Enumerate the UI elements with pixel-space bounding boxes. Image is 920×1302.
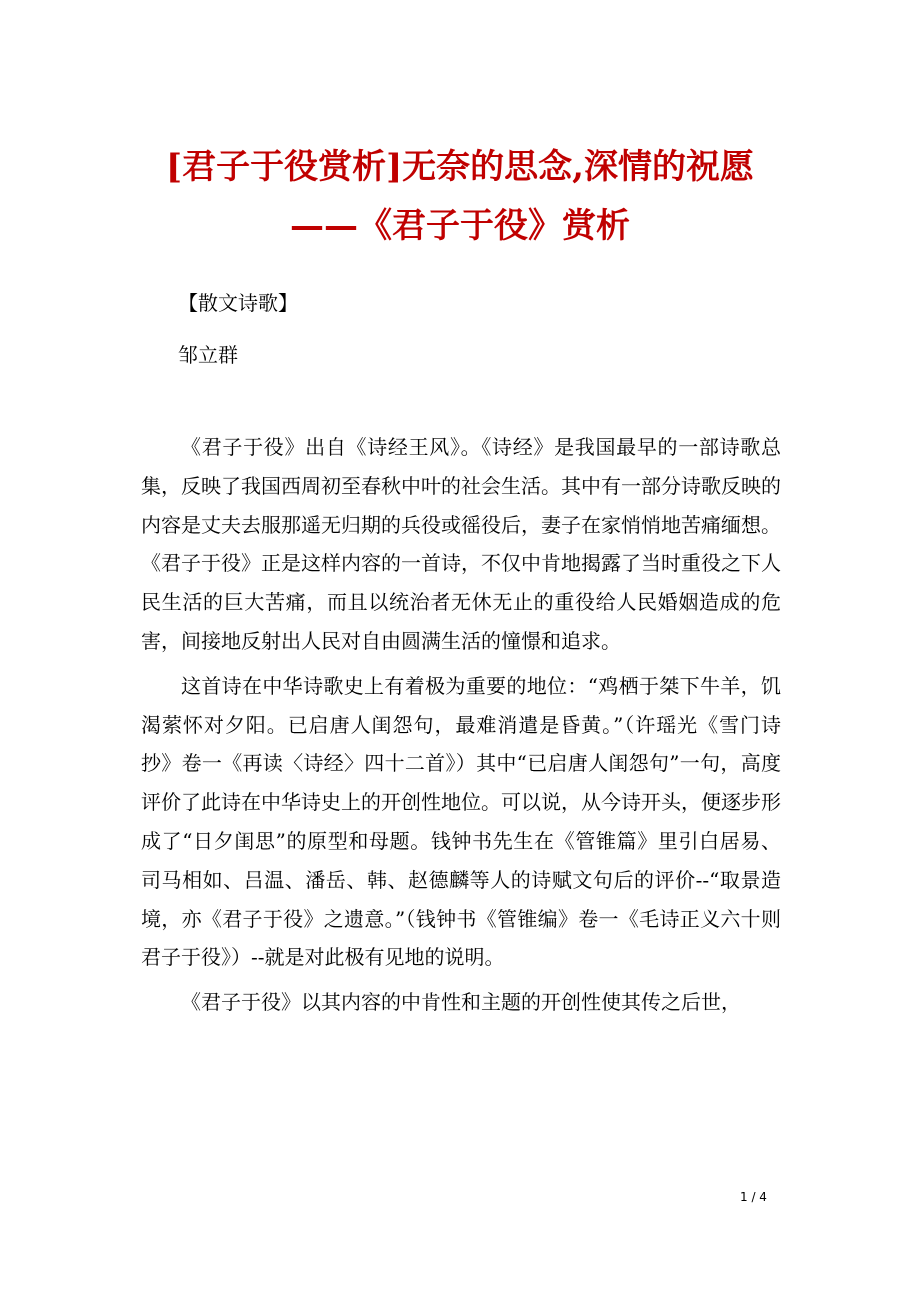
paragraph: 《君子于役》出自《诗经王风》。《诗经》是我国最早的一部诗歌总集，反映了我国西周初至春秋中叶的社会生活。其中有一部分诗歌反映的内容是丈夫去服那遥无归期的兵役或徭役后，妻子在家悄悄地苦痛缅想。《君子于役》正是这样内容的一首诗，不仅中肯地揭露了当时重役之下人民生活的巨大苦痛，而且以统治者无休无止的重役给人民婚姻造成的危害，间接地反射出人民对自由圆满生活的憧憬和追求。: [141, 435, 781, 653]
paragraph: 《君子于役》以其内容的中肯性和主题的开创性使其传之后世，: [181, 990, 741, 1015]
paragraph: 这首诗在中华诗歌史上有着极为重要的地位：“鸡栖于桀下牛羊，饥渴萦怀对夕阳。已启唐人闺怨句，最难消遣是昏黄。”（许瑶光《雪门诗抄》卷一《再读〈诗经〉四十二首》）其中“已启唐人闺怨句”一句，高度评价了此诗在中华诗史上的开创性地位。可以说，从今诗开头，便逐步形成了“日夕闺思”的原型和母题。钱钟书先生在《管锥篇》里引白居易、司马相如、吕温、潘岳、韩、赵德麟等人的诗赋文句后的评价--“取景造境，亦《君子于役》之遗意。”（钱钟书《管锥编》卷一《毛诗正义六十则君子于役》）--就是对此极有见地的说明。: [141, 673, 781, 970]
author-name: 邹立群: [178, 343, 238, 367]
title-line-2: ——《君子于役》赏析: [290, 206, 630, 246]
article-body: [141, 428, 781, 1028]
title-line-1: [君子于役赏析]无奈的思念,深情的祝愿: [165, 147, 754, 187]
page-number: 1 / 4: [740, 1190, 767, 1204]
category-label: 【散文诗歌】: [178, 291, 298, 315]
